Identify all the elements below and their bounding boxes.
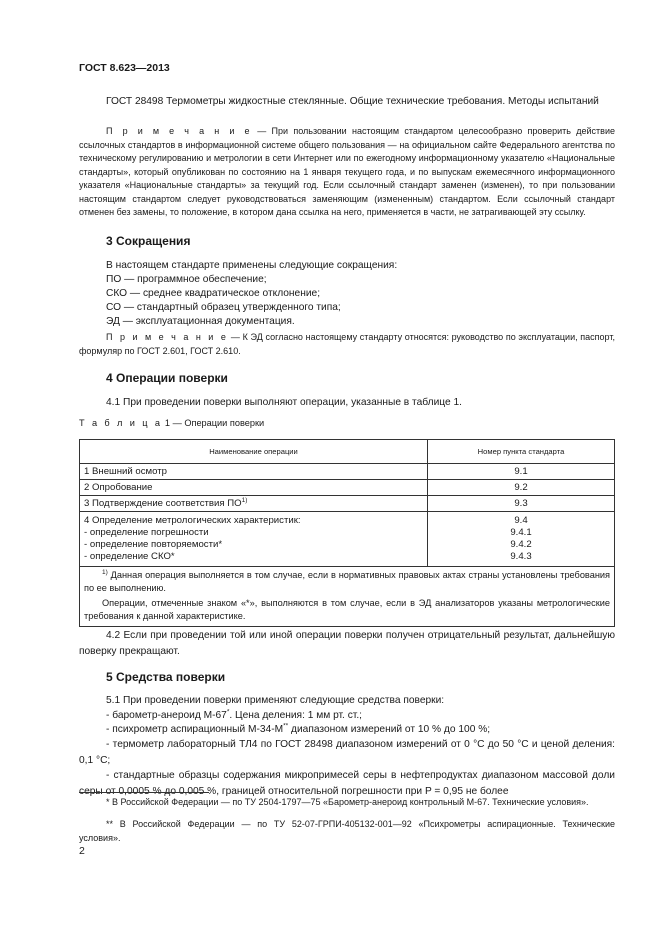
table-caption bbox=[79, 418, 264, 428]
table-header-row bbox=[80, 440, 615, 464]
operation-name-text: 3 Подтверждение соответствия ПО bbox=[84, 498, 242, 509]
clause-line: 9.4.1 bbox=[510, 527, 532, 538]
section-3-intro: В настоящем стандарте применены следующие сокращения: bbox=[106, 260, 398, 271]
table-title: 1 — Операции поверки bbox=[162, 418, 265, 428]
clause-line: 9.4 bbox=[514, 515, 528, 526]
footnote-marker: 1) bbox=[241, 496, 248, 504]
operation-line: - определение СКО* bbox=[84, 551, 175, 562]
page-footnote-2 bbox=[79, 818, 615, 845]
table-footnote-row bbox=[80, 567, 615, 627]
operation-name-cell bbox=[80, 496, 428, 512]
abbreviation-item: ПО — программное обеспечение; bbox=[106, 274, 267, 285]
table-footnote-cell bbox=[80, 567, 615, 627]
table-row bbox=[80, 512, 615, 567]
section-4-paragraph-2: 4.2 Если при проведении той или иной операции поверки получен отрицательный результат, дальнейшую поверку прекращают. bbox=[79, 630, 615, 657]
equipment-text: диапазоном измерений от 10 % до 100 %; bbox=[288, 724, 491, 735]
footnote-marker: 1) bbox=[102, 568, 108, 576]
footnote-text: В Российской Федерации — по ТУ 52-07-ГРПИ-405132-001—92 «Психрометры аспирационные. Технические условия». bbox=[79, 819, 615, 843]
section-4-title: 4 Операции поверки bbox=[106, 371, 228, 385]
equipment-text: . Цена деления: 1 мм рт. ст.; bbox=[229, 710, 362, 721]
note-ed bbox=[79, 331, 615, 358]
section-5-paragraph-1: 5.1 При проведении поверки применяют следующие средства поверки: bbox=[106, 695, 445, 706]
table-footnote-1 bbox=[84, 569, 610, 595]
equipment-item-thermometer: - термометр лабораторный ТЛ4 по ГОСТ 28498 диапазоном измерений от 0 °С до 50 °С и ценой деления: 0,1 °С; bbox=[79, 739, 615, 766]
abbreviation-item: СКО — среднее квадратическое отклонение; bbox=[106, 288, 321, 299]
operation-name-cell: 2 Опробование bbox=[80, 480, 428, 496]
footnote-marker: ** bbox=[283, 722, 289, 730]
header-cell-clause: Номер пункта стандарта bbox=[428, 440, 615, 464]
operation-line: - определение повторяемости* bbox=[84, 539, 223, 550]
table-row bbox=[80, 480, 615, 496]
operation-line: - определение погрешности bbox=[84, 527, 209, 538]
table-footnote-2: Операции, отмеченные знаком «*», выполняются в том случае, если в ЭД анализаторов указаны метрологические требования к данной характеристике. bbox=[84, 598, 610, 621]
document-header: ГОСТ 8.623—2013 bbox=[79, 62, 170, 74]
table-footnote-text: Данная операция выполняется в том случае, если в нормативных правовых актах страны установлены требования по ее выполнению. bbox=[84, 570, 610, 593]
clause-line: 9.4.3 bbox=[510, 551, 532, 562]
clause-number-cell: 9.3 bbox=[428, 496, 615, 512]
clause-number-cell bbox=[428, 512, 615, 567]
equipment-item-reference-samples: - стандартные образцы содержания микропримесей серы в нефтепродуктах диапазоном массовой доли серы от 0,0005 % до 0,005 %, границей относительной погрешности при P = 0,95 не более bbox=[79, 770, 615, 797]
note-text: — При пользовании настоящим стандартом целесообразно проверить действие ссылочных стандартов в информационной системе общего пользования — на официальном сайте Федерального агентства по техническому регулированию и метрологии в сети Интернет или по ежегодному информационному указателю «Национальные стандарты», который опубликован по состоянию на 1 января текущего года, и по выпускам ежемесячного информационного указателя «Национальные стандарты» за текущий год. Если ссылочный стандарт заменен (изменен), то при пользовании настоящим стандартом следует руководствоваться заменяющим (измененным) стандартом. Если ссылочный стандарт отменен без замены, то положение, в котором дана ссылка на него, применяется в части, не затрагивающей эту ссылку. bbox=[79, 126, 615, 217]
footnote-marker: * bbox=[106, 797, 110, 807]
equipment-text: - психрометр аспирационный М-34-М bbox=[106, 724, 284, 735]
page-number: 2 bbox=[79, 845, 85, 857]
operation-line: 4 Определение метрологических характеристик: bbox=[84, 515, 301, 526]
operation-name-cell: 1 Внешний осмотр bbox=[80, 464, 428, 480]
equipment-text: - барометр-анероид М-67 bbox=[106, 710, 227, 721]
section-5-title: 5 Средства поверки bbox=[106, 670, 226, 684]
table-label: Т а б л и ц а bbox=[79, 418, 163, 428]
note-text: — К ЭД согласно настоящему стандарту относятся: руководство по эксплуатации, паспорт, формуляр по ГОСТ 2.601, ГОСТ 2.610. bbox=[79, 332, 615, 356]
abbreviation-item: СО — стандартный образец утвержденного типа; bbox=[106, 302, 341, 313]
note-label: П р и м е ч а н и е bbox=[106, 126, 252, 136]
page-footnote-1 bbox=[79, 796, 615, 810]
equipment-item-psychrometer bbox=[106, 722, 615, 738]
section-3-title: 3 Сокращения bbox=[106, 234, 191, 248]
header-cell-operation: Наименование операции bbox=[80, 440, 428, 464]
footnote-marker: * bbox=[226, 708, 230, 716]
footnote-marker: ** bbox=[106, 819, 114, 829]
table-row bbox=[80, 464, 615, 480]
operations-table bbox=[79, 439, 615, 627]
table-row bbox=[80, 496, 615, 512]
footnote-divider bbox=[79, 792, 209, 793]
section-4-paragraph-1: 4.1 При проведении поверки выполняют операции, указанные в таблице 1. bbox=[106, 397, 462, 408]
referenced-standard: ГОСТ 28498 Термометры жидкостные стеклянные. Общие технические требования. Методы испытаний bbox=[106, 96, 599, 107]
operation-name-cell bbox=[80, 512, 428, 567]
clause-number-cell: 9.2 bbox=[428, 480, 615, 496]
note-normative-references bbox=[79, 125, 615, 220]
clause-line: 9.4.2 bbox=[510, 539, 532, 550]
abbreviation-item: ЭД — эксплуатационная документация. bbox=[106, 316, 295, 327]
note-label: П р и м е ч а н и е bbox=[106, 332, 229, 342]
footnote-text: В Российской Федерации — по ТУ 2504-1797—75 «Барометр-анероид контрольный М-67. Технические условия». bbox=[109, 797, 589, 807]
clause-number-cell: 9.1 bbox=[428, 464, 615, 480]
